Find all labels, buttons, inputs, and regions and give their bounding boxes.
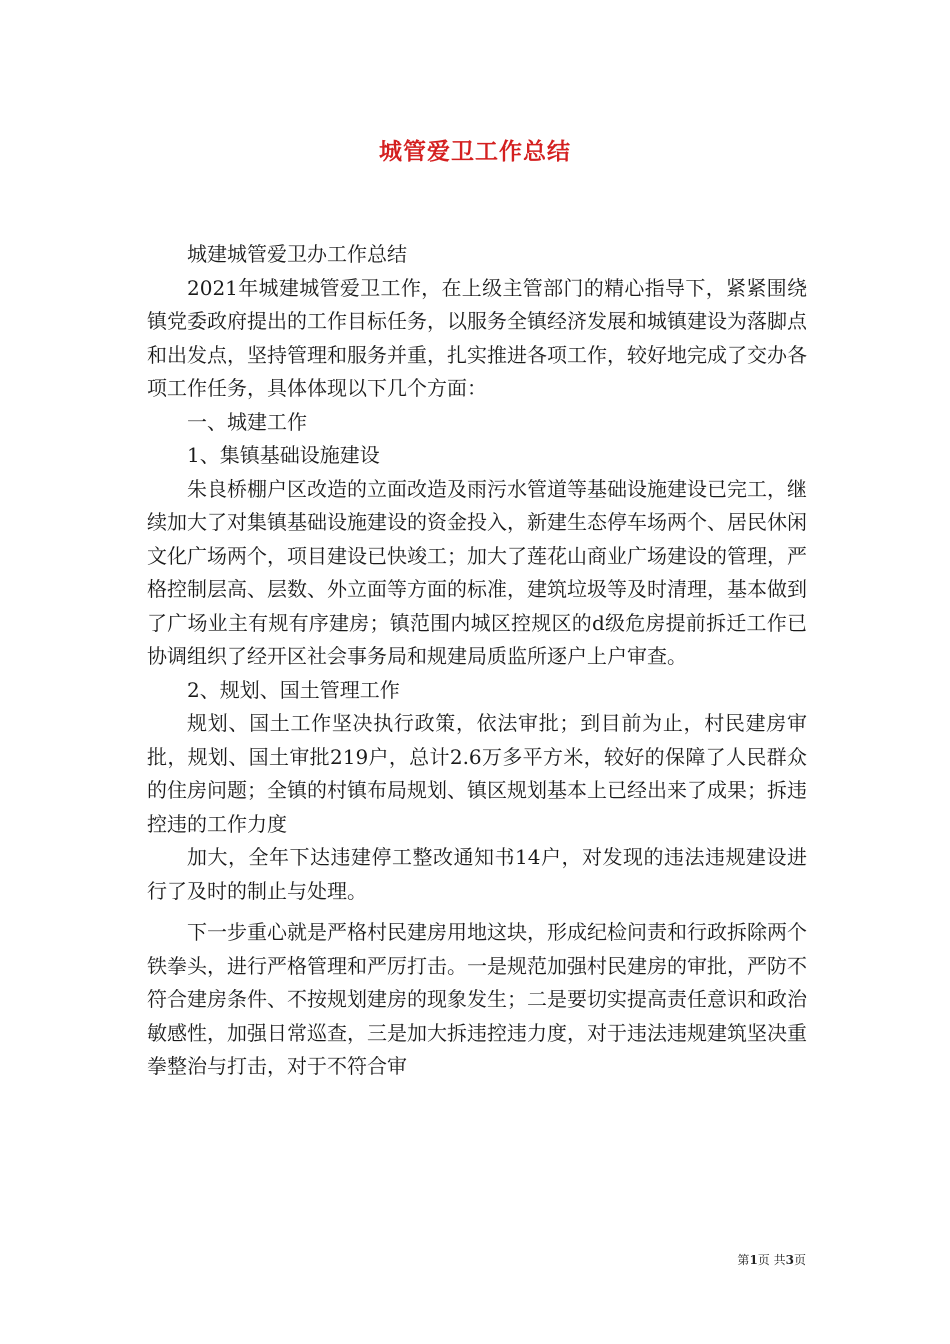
page-footer [737,1251,806,1268]
section-heading-urban-construction: 一、城建工作 [187,409,307,434]
footer-prefix: 第 [737,1253,750,1267]
paragraph-planning: 规划、国土工作坚决执行政策，依法审批；到目前为止，村民建房审批，规划、国土审批219户，总计2.6万多平方米，较好的保障了人民群众的住房问题；全镇的村镇布局规划、镇区规划基本上已经出来了成果；拆违控违的工作力度 [147,711,807,836]
footer-suffix: 页 [793,1253,806,1267]
paragraph-heading: 城建城管爱卫办工作总结 [187,242,407,266]
footer-middle: 页 共 [757,1253,786,1267]
footer-total-pages: 3 [785,1253,794,1267]
paragraph-intro: 2021年城建城管爱卫工作，在上级主管部门的精心指导下，紧紧围绕镇党委政府提出的工作目标任务，以服务全镇经济发展和城镇建设为落脚点和出发点，坚持管理和服务并重，扎实推进各项工作，较好地完成了交办各项工作任务，具体体现以下几个方面： [147,275,807,400]
footer-current-page: 1 [749,1253,758,1267]
paragraph-enforcement: 加大，全年下达违建停工整改通知书14户，对发现的违法违规建设进行了及时的制止与处理。 [147,845,807,903]
document-title: 城管爱卫工作总结 [379,138,571,165]
subsection-heading-planning: 2、规划、国土管理工作 [187,677,400,702]
paragraph-next-steps: 下一步重心就是严格村民建房用地这块，形成纪检问责和行政拆除两个铁拳头，进行严格管理和严厉打击。一是规范加强村民建房的审批，严防不符合建房条件、不按规划建房的现象发生；二是要切实提高责任意识和政治敏感性，加强日常巡查，三是加大拆违控违力度，对于违法违规建筑坚决重拳整治与打击，对于不符合审 [147,920,807,1078]
paragraph-infrastructure: 朱良桥棚户区改造的立面改造及雨污水管道等基础设施建设已完工，继续加大了对集镇基础设施建设的资金投入，新建生态停车场两个、居民休闲文化广场两个，项目建设已快竣工；加大了莲花山商业广场建设的管理，严格控制层高、层数、外立面等方面的标准，建筑垃圾等及时清理，基本做到了广场业主有规有序建房；镇范围内城区控规区的d级危房提前拆迁工作已协调组织了经开区社会事务局和规建局质监所逐户上户审查。 [147,476,807,668]
subsection-heading-infrastructure: 1、集镇基础设施建设 [187,443,380,467]
document-body [147,238,807,1084]
